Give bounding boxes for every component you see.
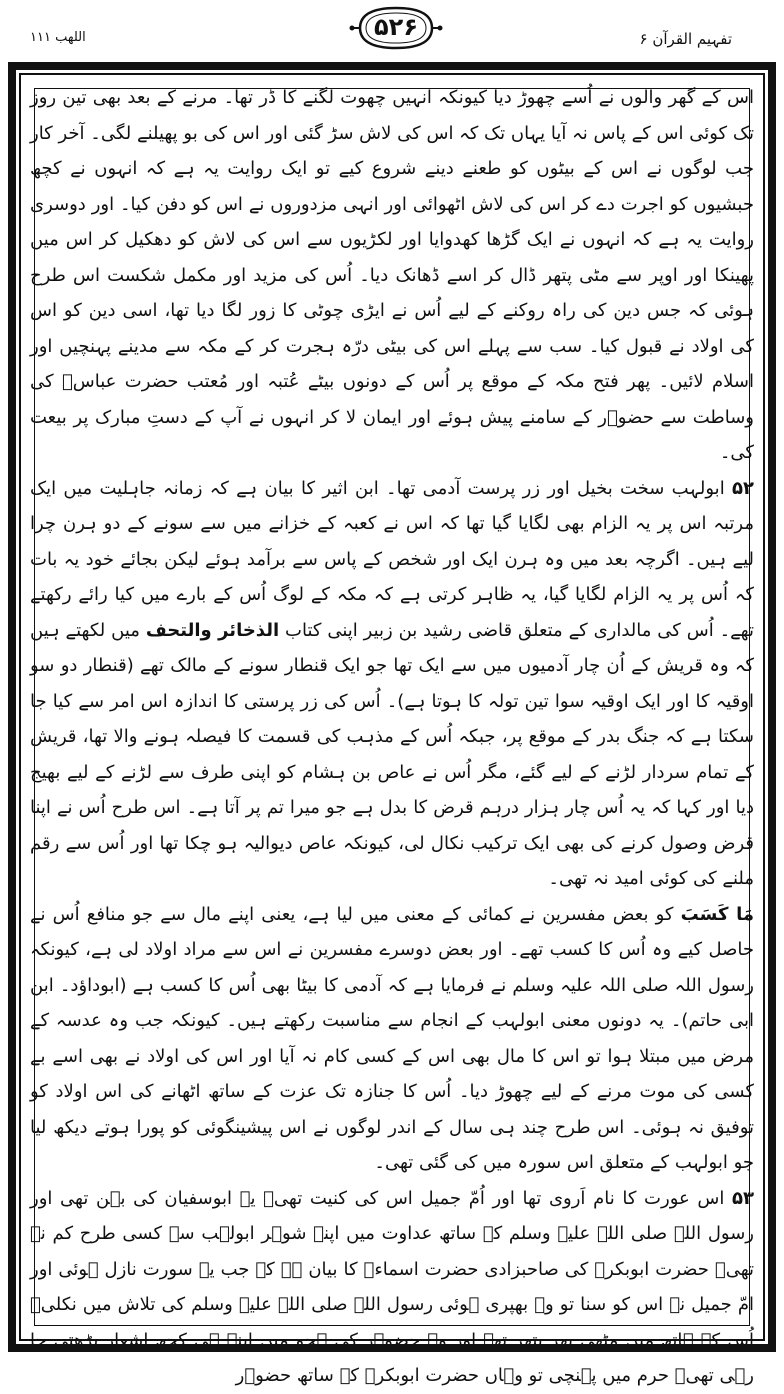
book-title: الذخائر والتحف [145,619,280,641]
paragraph-text: اس عورت کا نام اَروی تھا اور اُمّ جمیل اس کی کنیت تھی۔ یہ ابوسفیان کی بہن تھی اور رسول اللہ صلی اللہ علیہ وسلم کے ساتھ عداوت میں اپنے شوہر ابولہب سے کسی طرح کم نہ تھی۔ حضرت ابوبکرؓ کی صاحبزادی حضرت اسماءؓ کا بیان ہے کہ جب یہ سورت نازل ہوئی اور امّ جمیل نے اس کو سنا تو وہ بھپری ہوئی رسول اللہ صلی اللہ علیہ وسلم کی تلاش میں نکلی۔ اُس کے ہاتھ میں مٹھی بھر پتھر تھے اور وہ حضوؐر کی ہجو میں اپنے ہی کچھ اشعار پڑھتی جا رہی تھی۔ حرم میں پہنچی تو وہاں حضرت ابوبکرؓ کے ساتھ حضوؐر [30,1187,754,1386]
quranic-term: مَا کَسَبَ [680,903,754,925]
page-header [0,0,784,68]
surah-reference: اللھب ۱۱۱ [30,30,86,45]
page-number-badge [348,4,444,52]
footnote-number: ۵۳ [732,1187,754,1209]
paragraph-text: اس کے گھر والوں نے اُسے چھوڑ دیا کیونکہ انہیں چھوت لگنے کا ڈر تھا۔ مرنے کے بعد بھی تین روز تک کوئی اس کے پاس نہ آیا یہاں تک کہ اس کی لاش سڑ گئی اور اس کی بو پھیلنے لگی۔ آخر کار جب لوگوں نے اس کے بیٹوں کو طعنے دینے شروع کیے تو ایک روایت یہ ہے کہ انہوں نے کچھ حبشیوں کو اجرت دے کر اس کی لاش اٹھوائی اور انہی مزدوروں نے اس کو دفن کیا۔ اور دوسری روایت یہ ہے کہ انہوں نے ایک گڑھا کھدوایا اور لکڑیوں سے اس کی لاش کو دھکیل کر اس میں پھینکا اور اوپر سے مٹی پتھر ڈال کر اسے ڈھانک دیا۔ اُس کی مزید اور مکمل شکست اس طرح ہوئی کہ جس دین کی راہ روکنے کے لیے اُس نے ایڑی چوٹی کا زور لگا دیا تھا، اسی دین کو اس کی اولاد نے قبول کیا۔ سب سے پہلے اس کی بیٹی درّہ ہجرت کر کے مکہ سے مدینے پہنچیں اور اسلام لائیں۔ پھر فتح مکہ کے موقع پر اُس کے دونوں بیٹے عُتبہ اور مُعتب حضرت عباسؓ کی وساطت سے حضوؐر کے سامنے پیش ہوئے اور ایمان لا کر انہوں نے آپ کے دستِ مبارک پر بیعت کی۔ [30,87,755,463]
running-title: تفہیم القرآن ۶ [639,30,732,48]
paragraph-text-continued: میں لکھتے ہیں کہ وہ قریش کے اُن چار آدمیوں میں سے ایک تھا جو ایک قنطار سونے کے مالک تھے (قنطار دو سو اوقیہ کا اور ایک اوقیہ سوا تین تولہ کا ہوتا ہے)۔ اُس کی زر پرستی کا اندازہ اس امر سے کیا جا سکتا ہے کہ جنگ بدر کے موقع پر، جبکہ اُس کے مذہب کی قسمت کا فیصلہ ہونے والا تھا، قریش کے تمام سردار لڑنے کے لیے گئے، مگر اُس نے عاص بن ہشام کو اپنی طرف سے لڑنے کے لیے بھیج دیا اور کہا کہ یہ اُس چار ہزار درہم قرض کا بدل ہے جو میرا تم پر آتا ہے۔ اس طرح اُس نے اپنا قرض وصول کرنے کی بھی ایک ترکیب نکال لی، کیونکہ عاص دیوالیہ ہو چکا تھا اور اُس سے رقم ملنے کی کوئی امید نہ تھی۔ [30,619,754,889]
paragraph-3 [30,897,754,1181]
footnote-number: ۵۲ [732,477,754,499]
paragraph-2 [30,471,754,897]
paragraph-4 [30,1181,754,1394]
paragraph-text: کو بعض مفسرین نے کمائی کے معنی میں لیا ہے، یعنی اپنے مال سے جو منافع اُس نے حاصل کیے وہ اُس کا کسب تھے۔ اور بعض دوسرے مفسرین نے اس سے مراد اولاد لی ہے، کیونکہ رسول اللہ صلی اللہ علیہ وسلم نے فرمایا ہے کہ آدمی کا بیٹا بھی اُس کا کسب ہے (ابوداؤد۔ ابن ابی حاتم)۔ یہ دونوں معنی ابولہب کے انجام سے مناسبت رکھتے ہیں۔ کیونکہ جب وہ عدسہ کے مرض میں مبتلا ہوا تو اس کا مال بھی اس کے کسی کام نہ آیا اور اس کی اولاد نے بھی اسے بے کسی کی موت مرنے کے لیے چھوڑ دیا۔ اُس کا جنازہ تک عزت کے ساتھ اٹھانے کی اس اولاد کو توفیق نہ ہوئی۔ اس طرح چند ہی سال کے اندر لوگوں نے اس پیشینگوئی کو پورا ہوتے دیکھ لیا جو ابولہب کے متعلق اس سورہ میں کی گئی تھی۔ [30,903,754,1173]
paragraph-text: ابولہب سخت بخیل اور زر پرست آدمی تھا۔ ابن اثیر کا بیان ہے کہ زمانہ جاہلیت میں ایک مرتبہ اس پر یہ الزام بھی لگایا گیا تھا کہ اس نے کعبہ کے خزانے میں سے سونے کے دو ہرن چرا لیے ہیں۔ اگرچہ بعد میں وہ ہرن ایک اور شخص کے پاس سے برآمد ہوئے لیکن بجائے خود یہ بات کہ اُس پر یہ الزام لگایا گیا، یہ ظاہر کرتی ہے کہ مکہ کے لوگ اُس کے بارے میں کیا رائے رکھتے تھے۔ اُس کی مالداری کے متعلق قاضی رشید بن زبیر اپنی کتاب [30,477,754,641]
commentary-text [30,80,755,1386]
paragraph-1 [30,80,754,471]
page-number: ۵۲۶ [374,13,418,41]
